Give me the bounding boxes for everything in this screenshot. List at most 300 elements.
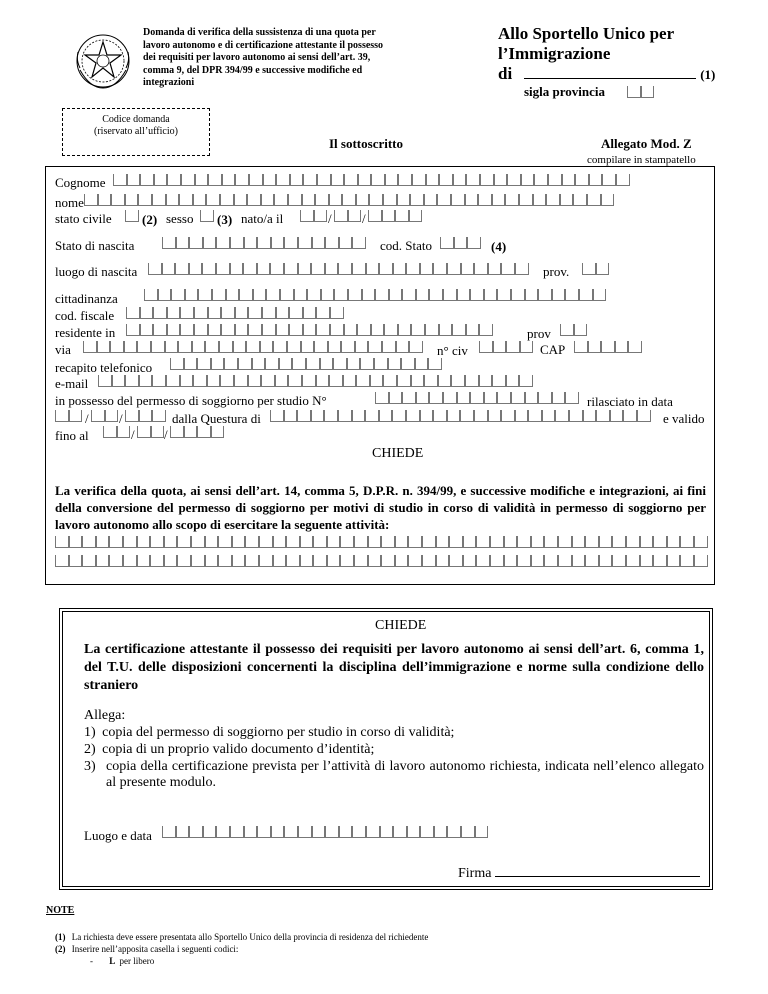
char-box[interactable] — [475, 826, 489, 838]
questura-boxes[interactable] — [270, 410, 651, 422]
char-box[interactable] — [506, 341, 520, 353]
char-box[interactable] — [411, 375, 425, 387]
char-box[interactable] — [497, 392, 511, 404]
char-box[interactable] — [428, 358, 442, 370]
char-box[interactable] — [694, 555, 708, 567]
char-box[interactable] — [583, 410, 597, 422]
char-box[interactable] — [420, 410, 434, 422]
char-box[interactable] — [212, 289, 226, 301]
char-box[interactable] — [113, 174, 127, 186]
char-box[interactable] — [312, 237, 326, 249]
char-box[interactable] — [484, 392, 498, 404]
char-box[interactable] — [325, 826, 339, 838]
char-box[interactable] — [465, 194, 479, 206]
char-box[interactable] — [437, 194, 451, 206]
char-box[interactable] — [184, 426, 198, 438]
char-box[interactable] — [562, 174, 576, 186]
char-box[interactable] — [393, 263, 407, 275]
char-box[interactable] — [348, 210, 362, 222]
char-box[interactable] — [533, 194, 547, 206]
char-box[interactable] — [366, 263, 380, 275]
char-box[interactable] — [238, 358, 252, 370]
char-box[interactable] — [140, 307, 154, 319]
char-box[interactable] — [392, 410, 406, 422]
char-box[interactable] — [587, 194, 601, 206]
char-box[interactable] — [585, 555, 599, 567]
char-box[interactable] — [357, 324, 371, 336]
char-box[interactable] — [354, 555, 368, 567]
char-box[interactable] — [381, 536, 395, 548]
char-box[interactable] — [429, 392, 443, 404]
char-box[interactable] — [375, 392, 389, 404]
char-box[interactable] — [167, 307, 181, 319]
char-box[interactable] — [263, 174, 277, 186]
char-box[interactable] — [98, 194, 112, 206]
char-box[interactable] — [171, 289, 185, 301]
char-box[interactable] — [232, 555, 246, 567]
char-box[interactable] — [558, 555, 572, 567]
char-box[interactable] — [596, 410, 610, 422]
char-box[interactable] — [221, 307, 235, 319]
char-box[interactable] — [270, 263, 284, 275]
char-box[interactable] — [362, 289, 376, 301]
scadenza-mese-boxes[interactable] — [137, 426, 164, 438]
char-box[interactable] — [276, 324, 290, 336]
char-box[interactable] — [244, 237, 258, 249]
char-box[interactable] — [452, 324, 466, 336]
char-box[interactable] — [488, 410, 502, 422]
char-box[interactable] — [302, 375, 316, 387]
char-box[interactable] — [395, 536, 409, 548]
char-box[interactable] — [306, 358, 320, 370]
prov-residenza-boxes[interactable] — [560, 324, 587, 336]
char-box[interactable] — [185, 289, 199, 301]
char-box[interactable] — [339, 826, 353, 838]
char-box[interactable] — [284, 410, 298, 422]
char-box[interactable] — [329, 194, 343, 206]
char-box[interactable] — [216, 263, 230, 275]
char-box[interactable] — [311, 410, 325, 422]
sesso-box[interactable] — [200, 210, 214, 222]
char-box[interactable] — [408, 536, 422, 548]
char-box[interactable] — [424, 375, 438, 387]
char-box[interactable] — [525, 289, 539, 301]
char-box[interactable] — [497, 289, 511, 301]
char-box[interactable] — [314, 341, 328, 353]
char-box[interactable] — [422, 536, 436, 548]
char-box[interactable] — [602, 174, 616, 186]
char-box[interactable] — [139, 410, 153, 422]
char-box[interactable] — [339, 237, 353, 249]
rilascio-anno-boxes[interactable] — [125, 410, 166, 422]
char-box[interactable] — [488, 263, 502, 275]
char-box[interactable] — [493, 341, 507, 353]
char-box[interactable] — [235, 324, 249, 336]
char-box[interactable] — [298, 237, 312, 249]
char-box[interactable] — [112, 375, 126, 387]
prov-nascita-boxes[interactable] — [582, 263, 609, 275]
char-box[interactable] — [178, 341, 192, 353]
char-box[interactable] — [440, 237, 454, 249]
recapito-boxes[interactable] — [170, 358, 442, 370]
char-box[interactable] — [504, 555, 518, 567]
char-box[interactable] — [179, 194, 193, 206]
char-box[interactable] — [479, 341, 493, 353]
char-box[interactable] — [298, 826, 312, 838]
char-box[interactable] — [311, 263, 325, 275]
char-box[interactable] — [407, 826, 421, 838]
char-box[interactable] — [316, 324, 330, 336]
char-box[interactable] — [243, 263, 257, 275]
char-box[interactable] — [474, 263, 488, 275]
firma-field[interactable] — [458, 864, 700, 881]
attivita-boxes-row1[interactable] — [55, 536, 708, 548]
char-box[interactable] — [406, 263, 420, 275]
char-box[interactable] — [313, 536, 327, 548]
char-box[interactable] — [111, 194, 125, 206]
char-box[interactable] — [232, 536, 246, 548]
char-box[interactable] — [150, 555, 164, 567]
char-box[interactable] — [552, 392, 566, 404]
char-box[interactable] — [211, 426, 225, 438]
char-box[interactable] — [327, 536, 341, 548]
char-box[interactable] — [420, 826, 434, 838]
char-box[interactable] — [218, 536, 232, 548]
char-box[interactable] — [191, 536, 205, 548]
char-box[interactable] — [279, 358, 293, 370]
char-box[interactable] — [321, 289, 335, 301]
char-box[interactable] — [203, 826, 217, 838]
char-box[interactable] — [449, 536, 463, 548]
char-box[interactable] — [137, 341, 151, 353]
char-box[interactable] — [193, 194, 207, 206]
char-box[interactable] — [205, 341, 219, 353]
char-box[interactable] — [180, 307, 194, 319]
char-box[interactable] — [219, 341, 233, 353]
char-box[interactable] — [123, 555, 137, 567]
char-box[interactable] — [623, 410, 637, 422]
char-box[interactable] — [151, 426, 165, 438]
char-box[interactable] — [422, 555, 436, 567]
char-box[interactable] — [627, 86, 641, 98]
char-box[interactable] — [117, 426, 131, 438]
char-box[interactable] — [208, 324, 222, 336]
rilascio-giorno-boxes[interactable] — [55, 410, 82, 422]
nascita-giorno-boxes[interactable] — [300, 210, 327, 222]
char-box[interactable] — [175, 263, 189, 275]
char-box[interactable] — [479, 375, 493, 387]
char-box[interactable] — [531, 555, 545, 567]
char-box[interactable] — [368, 555, 382, 567]
firma-line[interactable] — [495, 864, 700, 877]
char-box[interactable] — [463, 536, 477, 548]
char-box[interactable] — [457, 392, 471, 404]
char-box[interactable] — [470, 392, 484, 404]
char-box[interactable] — [234, 375, 248, 387]
char-box[interactable] — [616, 174, 630, 186]
char-box[interactable] — [667, 536, 681, 548]
char-box[interactable] — [506, 375, 520, 387]
char-box[interactable] — [276, 174, 290, 186]
char-box[interactable] — [548, 174, 562, 186]
char-box[interactable] — [352, 826, 366, 838]
char-box[interactable] — [573, 194, 587, 206]
via-boxes[interactable] — [83, 341, 423, 353]
char-box[interactable] — [248, 375, 262, 387]
char-box[interactable] — [84, 194, 98, 206]
char-box[interactable] — [615, 341, 629, 353]
char-box[interactable] — [501, 410, 515, 422]
char-box[interactable] — [492, 194, 506, 206]
char-box[interactable] — [273, 536, 287, 548]
char-box[interactable] — [579, 289, 593, 301]
char-box[interactable] — [193, 375, 207, 387]
char-box[interactable] — [341, 341, 355, 353]
char-box[interactable] — [601, 341, 615, 353]
char-box[interactable] — [170, 358, 184, 370]
char-box[interactable] — [358, 174, 372, 186]
char-box[interactable] — [189, 237, 203, 249]
char-box[interactable] — [162, 263, 176, 275]
char-box[interactable] — [397, 375, 411, 387]
char-box[interactable] — [355, 341, 369, 353]
char-box[interactable] — [216, 237, 230, 249]
char-box[interactable] — [325, 237, 339, 249]
char-box[interactable] — [544, 536, 558, 548]
char-box[interactable] — [395, 210, 409, 222]
cognome-boxes[interactable] — [113, 174, 630, 186]
char-box[interactable] — [574, 341, 588, 353]
char-box[interactable] — [275, 375, 289, 387]
char-box[interactable] — [83, 341, 97, 353]
char-box[interactable] — [82, 536, 96, 548]
char-box[interactable] — [501, 263, 515, 275]
char-box[interactable] — [284, 826, 298, 838]
char-box[interactable] — [298, 263, 312, 275]
char-box[interactable] — [460, 410, 474, 422]
char-box[interactable] — [284, 237, 298, 249]
char-box[interactable] — [371, 174, 385, 186]
char-box[interactable] — [162, 237, 176, 249]
char-box[interactable] — [235, 174, 249, 186]
char-box[interactable] — [208, 174, 222, 186]
char-box[interactable] — [260, 341, 274, 353]
char-box[interactable] — [273, 341, 287, 353]
char-box[interactable] — [301, 341, 315, 353]
char-box[interactable] — [385, 174, 399, 186]
char-box[interactable] — [230, 826, 244, 838]
char-box[interactable] — [610, 410, 624, 422]
char-box[interactable] — [152, 194, 166, 206]
char-box[interactable] — [189, 263, 203, 275]
char-box[interactable] — [284, 263, 298, 275]
char-box[interactable] — [411, 324, 425, 336]
char-box[interactable] — [152, 375, 166, 387]
char-box[interactable] — [110, 341, 124, 353]
char-box[interactable] — [680, 536, 694, 548]
char-box[interactable] — [189, 826, 203, 838]
char-box[interactable] — [369, 194, 383, 206]
char-box[interactable] — [300, 555, 314, 567]
char-box[interactable] — [511, 392, 525, 404]
char-box[interactable] — [249, 174, 263, 186]
char-box[interactable] — [505, 194, 519, 206]
rilascio-mese-boxes[interactable] — [91, 410, 118, 422]
char-box[interactable] — [640, 536, 654, 548]
char-box[interactable] — [356, 375, 370, 387]
char-box[interactable] — [205, 555, 219, 567]
char-box[interactable] — [451, 375, 465, 387]
char-box[interactable] — [640, 555, 654, 567]
char-box[interactable] — [569, 410, 583, 422]
char-box[interactable] — [244, 826, 258, 838]
char-box[interactable] — [69, 410, 83, 422]
attivita-boxes-row2[interactable] — [55, 555, 708, 567]
char-box[interactable] — [406, 410, 420, 422]
char-box[interactable] — [69, 536, 83, 548]
email-boxes[interactable] — [98, 375, 533, 387]
char-box[interactable] — [55, 410, 69, 422]
char-box[interactable] — [221, 324, 235, 336]
char-box[interactable] — [55, 536, 69, 548]
char-box[interactable] — [162, 826, 176, 838]
char-box[interactable] — [158, 289, 172, 301]
char-box[interactable] — [288, 375, 302, 387]
char-box[interactable] — [230, 263, 244, 275]
char-box[interactable] — [433, 263, 447, 275]
char-box[interactable] — [312, 826, 326, 838]
char-box[interactable] — [465, 375, 479, 387]
char-box[interactable] — [344, 324, 358, 336]
char-box[interactable] — [289, 324, 303, 336]
char-box[interactable] — [127, 174, 141, 186]
char-box[interactable] — [365, 410, 379, 422]
char-box[interactable] — [207, 375, 221, 387]
char-box[interactable] — [253, 289, 267, 301]
char-box[interactable] — [637, 410, 651, 422]
char-box[interactable] — [519, 375, 533, 387]
char-box[interactable] — [152, 410, 166, 422]
char-box[interactable] — [667, 555, 681, 567]
char-box[interactable] — [139, 375, 153, 387]
char-box[interactable] — [262, 307, 276, 319]
char-box[interactable] — [370, 375, 384, 387]
char-box[interactable] — [137, 536, 151, 548]
char-box[interactable] — [585, 536, 599, 548]
char-box[interactable] — [360, 358, 374, 370]
char-box[interactable] — [384, 324, 398, 336]
char-box[interactable] — [125, 375, 139, 387]
char-box[interactable] — [474, 410, 488, 422]
char-box[interactable] — [398, 174, 412, 186]
char-box[interactable] — [371, 324, 385, 336]
char-box[interactable] — [466, 174, 480, 186]
char-box[interactable] — [286, 555, 300, 567]
char-box[interactable] — [542, 410, 556, 422]
char-box[interactable] — [125, 194, 139, 206]
char-box[interactable] — [555, 410, 569, 422]
char-box[interactable] — [356, 194, 370, 206]
char-box[interactable] — [164, 536, 178, 548]
char-box[interactable] — [368, 341, 382, 353]
char-box[interactable] — [612, 555, 626, 567]
char-box[interactable] — [436, 555, 450, 567]
char-box[interactable] — [338, 263, 352, 275]
char-box[interactable] — [480, 174, 494, 186]
char-box[interactable] — [461, 263, 475, 275]
char-box[interactable] — [317, 174, 331, 186]
char-box[interactable] — [494, 174, 508, 186]
char-box[interactable] — [443, 392, 457, 404]
char-box[interactable] — [409, 341, 423, 353]
char-box[interactable] — [248, 307, 262, 319]
char-box[interactable] — [379, 410, 393, 422]
nascita-mese-boxes[interactable] — [334, 210, 361, 222]
char-box[interactable] — [148, 263, 162, 275]
char-box[interactable] — [409, 210, 423, 222]
char-box[interactable] — [208, 307, 222, 319]
char-box[interactable] — [680, 555, 694, 567]
char-box[interactable] — [230, 237, 244, 249]
char-box[interactable] — [334, 210, 348, 222]
char-box[interactable] — [144, 289, 158, 301]
char-box[interactable] — [211, 358, 225, 370]
char-box[interactable] — [352, 410, 366, 422]
char-box[interactable] — [511, 289, 525, 301]
char-box[interactable] — [434, 826, 448, 838]
char-box[interactable] — [252, 358, 266, 370]
char-box[interactable] — [327, 555, 341, 567]
char-box[interactable] — [333, 358, 347, 370]
char-box[interactable] — [449, 555, 463, 567]
char-box[interactable] — [257, 263, 271, 275]
char-box[interactable] — [290, 174, 304, 186]
char-box[interactable] — [192, 341, 206, 353]
char-box[interactable] — [257, 237, 271, 249]
char-box[interactable] — [628, 341, 642, 353]
char-box[interactable] — [126, 307, 140, 319]
char-box[interactable] — [383, 375, 397, 387]
char-box[interactable] — [416, 289, 430, 301]
char-box[interactable] — [612, 536, 626, 548]
char-box[interactable] — [588, 341, 602, 353]
char-box[interactable] — [348, 289, 362, 301]
char-box[interactable] — [91, 410, 105, 422]
char-box[interactable] — [476, 536, 490, 548]
char-box[interactable] — [191, 555, 205, 567]
char-box[interactable] — [239, 289, 253, 301]
char-box[interactable] — [396, 341, 410, 353]
char-box[interactable] — [343, 375, 357, 387]
char-box[interactable] — [313, 555, 327, 567]
char-box[interactable] — [436, 536, 450, 548]
char-box[interactable] — [443, 289, 457, 301]
char-box[interactable] — [137, 555, 151, 567]
char-box[interactable] — [340, 536, 354, 548]
char-box[interactable] — [334, 289, 348, 301]
stato-nascita-boxes[interactable] — [162, 237, 366, 249]
char-box[interactable] — [103, 426, 117, 438]
char-box[interactable] — [395, 555, 409, 567]
char-box[interactable] — [273, 555, 287, 567]
char-box[interactable] — [515, 410, 529, 422]
char-box[interactable] — [347, 358, 361, 370]
char-box[interactable] — [307, 289, 321, 301]
char-box[interactable] — [177, 536, 191, 548]
char-box[interactable] — [195, 174, 209, 186]
char-box[interactable] — [82, 555, 96, 567]
char-box[interactable] — [259, 536, 273, 548]
